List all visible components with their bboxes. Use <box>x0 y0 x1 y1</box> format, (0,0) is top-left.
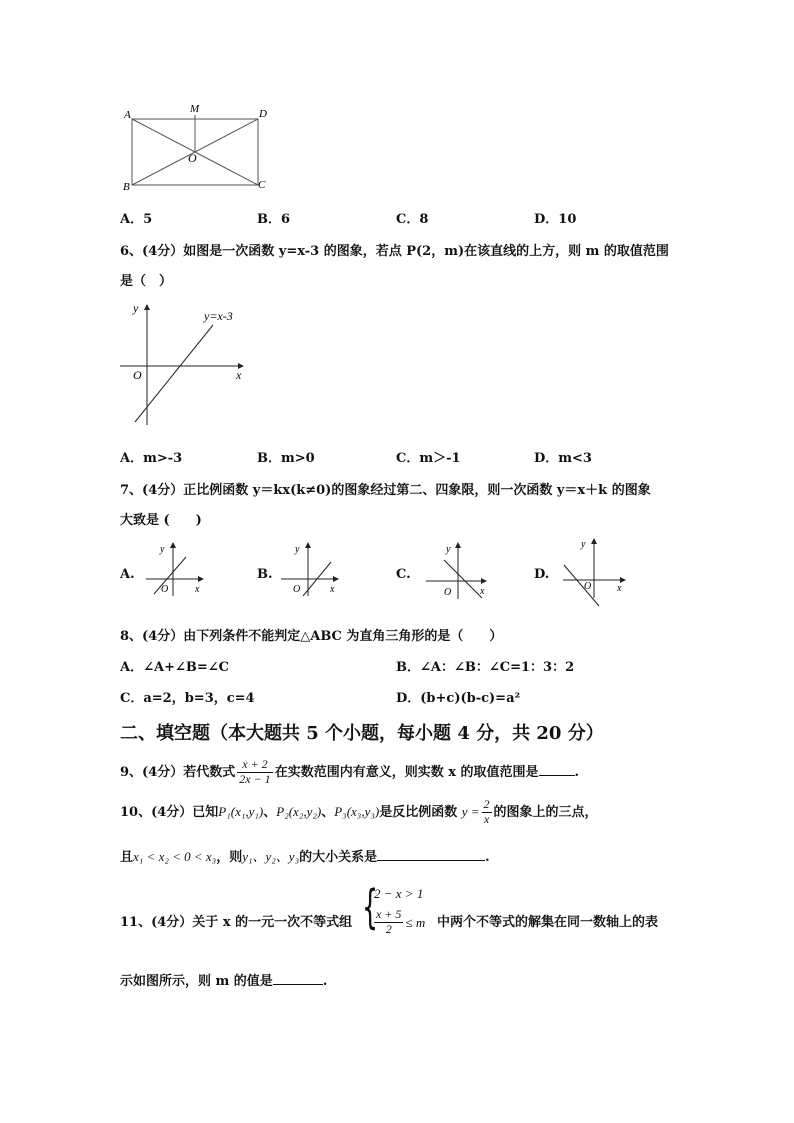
q10-question <box>120 795 598 830</box>
q11-frac-num: x + 5 <box>376 907 402 921</box>
q7-option-a[interactable]: A. <box>120 567 135 582</box>
q11-prefix: 11、(4分）关于 x 的一元一次不等式组 <box>120 915 353 930</box>
q7-graph-c[interactable] <box>420 538 495 600</box>
q7b-origin-label: O <box>293 584 301 595</box>
q6-option-d[interactable]: D．m<3 <box>534 451 592 466</box>
q7a-x-label: x <box>195 584 200 595</box>
q8-option-a[interactable]: A．∠A+∠B=∠C <box>120 660 229 675</box>
q7-graph-a[interactable] <box>140 538 210 598</box>
q7d-origin-label: O <box>584 581 592 592</box>
q10-line2b: ，则 <box>216 850 243 865</box>
q8-option-d[interactable]: D．(b+c)(b-c)=a² <box>396 691 521 706</box>
q11-inequality-1: 2 − x > 1 <box>374 886 424 901</box>
q6-question-text-cont: 是（ ） <box>120 274 173 289</box>
q10-y-values: y₁、y₂、y₃ <box>242 849 300 864</box>
q10-frac-num: 2 <box>483 797 490 812</box>
q7d-x-label: x <box>617 583 622 594</box>
q6-origin-label: O <box>133 368 142 382</box>
q11-suffix: 中两个不等式的解集在同一数轴上的表 <box>437 915 659 930</box>
q8-option-c[interactable]: C．a=2，b=3，c=4 <box>120 691 255 706</box>
q6-option-a[interactable]: A．m>-3 <box>120 451 183 466</box>
q6-y-axis-label: y <box>133 301 139 315</box>
q11-ineq2-tail: ≤ m <box>405 914 426 930</box>
q7c-x-label: x <box>480 586 485 597</box>
q7c-y-label: y <box>446 544 451 555</box>
q7b-y-label: y <box>295 544 300 555</box>
q10-point-p2: P₂(x₂,y₂) <box>276 804 322 819</box>
q10-point-p3: P₃(x₃,y₃) <box>334 804 380 819</box>
q7-option-c[interactable]: C. <box>396 567 411 582</box>
q9-answer-blank[interactable] <box>539 763 575 776</box>
q10-inequality: x₁ < x₂ < 0 < x₃ <box>133 849 217 864</box>
q11-inequality-2 <box>372 908 425 937</box>
q9-prefix: 9、(4分）若代数式 <box>120 765 236 780</box>
q5-option-c[interactable]: C．8 <box>396 212 429 227</box>
q8-option-b[interactable]: B．∠A：∠B：∠C=1：3：2 <box>396 660 575 675</box>
q9-numerator: x + 2 <box>237 758 272 773</box>
q7-question-text: 7、(4分）正比例函数 y＝kx(k≠0)的图象经过第二、四象限，则一次函数 y＝x＋k 的图象 <box>120 483 651 498</box>
q10-prefix: 10、(4分）已知 <box>120 805 219 820</box>
point-label-o: O <box>188 151 197 165</box>
q6-option-c[interactable]: C．m＞-1 <box>396 451 461 466</box>
q10-line2c: 的大小关系是 <box>299 850 378 865</box>
q5-option-d[interactable]: D．10 <box>534 212 577 227</box>
q11-answer-blank[interactable] <box>273 972 323 985</box>
q9-question: 9、(4分）若代数式 $\frac{x + 2}{2x - 1}$ 在实数范围内有意义，则实数 x 的取值范围是 . <box>120 757 580 786</box>
q7a-origin-label: O <box>161 584 169 595</box>
q7c-origin-label: O <box>444 587 452 598</box>
q7-option-b[interactable]: B. <box>257 567 273 582</box>
point-label-d: D <box>259 108 267 120</box>
q6-graph <box>115 295 255 430</box>
q9-suffix: 在实数范围内有意义，则实数 x 的取值范围是 <box>274 765 539 780</box>
q6-option-b[interactable]: B．m>0 <box>257 451 315 466</box>
q6-question-text: 6、(4分）如图是一次函数 y=x-3 的图象，若点 P(2，m)在该直线的上方，则 m 的取值范围 <box>120 244 669 259</box>
q6-x-axis-label: x <box>236 368 242 382</box>
q10-point-p1: P₁(x₁,y₁) <box>218 804 264 819</box>
point-label-b: B <box>123 181 130 193</box>
q9-denominator: 2x − 1 <box>239 772 271 786</box>
q11-fraction <box>374 908 403 937</box>
q7-graph-d[interactable] <box>557 534 632 612</box>
q7-option-d[interactable]: D. <box>534 567 550 582</box>
q10-frac-den: x <box>483 812 490 826</box>
q10-question-line2: 且x₁ < x₂ < 0 < x₃，则y₁、y₂、y₃的大小关系是 . <box>120 849 490 865</box>
q10-fraction <box>482 798 492 827</box>
point-label-m: M <box>190 103 200 115</box>
section-heading: 二、填空题（本大题共 5 个小题，每小题 4 分，共 20 分） <box>120 723 604 744</box>
q6-line-label: y=x-3 <box>204 309 233 323</box>
q7-question-text-cont: 大致是 ( ) <box>120 513 202 528</box>
q7b-x-label: x <box>330 584 335 595</box>
q10-answer-blank[interactable] <box>377 848 485 861</box>
q7d-y-label: y <box>581 539 586 550</box>
q7-graph-b[interactable] <box>275 538 345 598</box>
q10-function: y = <box>461 804 480 819</box>
q10-sep2: 、 <box>321 805 335 820</box>
q11-frac-den: 2 <box>385 921 392 936</box>
q7a-y-label: y <box>160 544 165 555</box>
point-label-a: A <box>124 109 131 121</box>
q11-question-line2: 示如图所示，则 m 的值是 . <box>120 974 328 989</box>
q11-line2: 示如图所示，则 m 的值是 <box>120 974 273 989</box>
q5-option-b[interactable]: B．6 <box>257 212 291 227</box>
q5-option-a[interactable]: A．5 <box>120 212 153 227</box>
q5-rectangle-figure <box>118 100 278 195</box>
q10-line2a: 且 <box>120 850 134 865</box>
q10-sep1: 、 <box>263 805 277 820</box>
q11-brace: { <box>362 880 379 934</box>
q9-fraction <box>237 758 272 787</box>
q10-mid: 是反比例函数 <box>379 805 458 820</box>
q8-question-text: 8、(4分）由下列条件不能判定△ABC 为直角三角形的是（ ） <box>120 629 503 644</box>
point-label-c: C <box>258 179 266 191</box>
q10-suffix: 的图象上的三点， <box>493 805 598 820</box>
